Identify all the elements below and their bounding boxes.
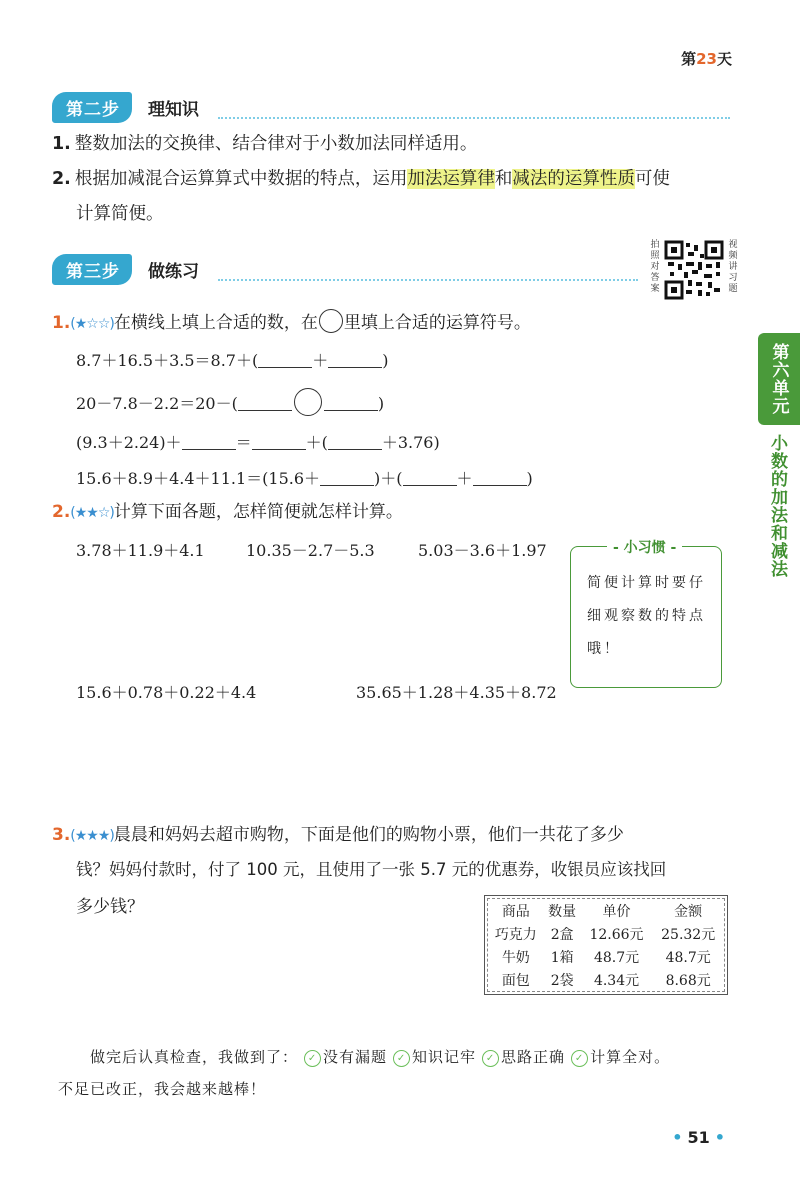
section2-point-2-cont: 计算简便。 xyxy=(76,204,164,224)
day-prefix: 第 xyxy=(681,50,697,68)
qr-code[interactable] xyxy=(664,240,724,300)
day-label xyxy=(681,48,732,69)
q2-expr-4: 15.6＋0.78＋0.22＋4.4 xyxy=(76,683,257,702)
point-2-text-c: 可使 xyxy=(634,169,670,189)
q3-number: 3. xyxy=(52,825,71,845)
q2-expr-3: 5.03－3.6＋1.97 xyxy=(418,541,547,560)
q1-text-a: 在横线上填上合适的数，在 xyxy=(113,313,318,333)
q3-prompt-line-2: 钱？妈妈付款时，付了 100 元，且使用了一张 5.7 元的优惠券，收银员应该找回 xyxy=(76,860,667,879)
receipt-header: 金额 xyxy=(674,903,703,920)
qr-code-icon xyxy=(664,240,724,300)
answer-blank[interactable] xyxy=(324,396,378,411)
point-2-number: 2. xyxy=(52,169,71,189)
answer-blank[interactable] xyxy=(258,353,312,368)
check-icon[interactable]: ✓ xyxy=(393,1050,410,1067)
answer-blank[interactable] xyxy=(320,471,374,486)
q1-difficulty-stars: (★☆☆) xyxy=(70,316,114,332)
highlight-addition-laws: 加法运算律 xyxy=(407,169,495,189)
day-suffix: 天 xyxy=(716,50,732,68)
receipt-header: 数量 xyxy=(548,903,577,920)
point-1-text: 整数加法的交换律、结合律对于小数加法同样适用。 xyxy=(74,134,478,154)
answer-blank[interactable] xyxy=(238,396,292,411)
page-number xyxy=(667,1128,730,1147)
section3-divider xyxy=(218,279,638,281)
q3-text-1: 晨晨和妈妈去超市购物，下面是他们的购物小票，他们一共花了多少 xyxy=(113,825,624,845)
answer-blank[interactable] xyxy=(473,471,527,486)
table-row: 巧克力 2盒 12.66元 25.32元 xyxy=(494,926,716,943)
point-2-text-a: 根据加减混合运算算式中数据的特点，运用 xyxy=(74,169,408,189)
q1-line-3: (9.3＋2.24)＋ ＝ ＋( ＋3.76) xyxy=(76,433,440,452)
receipt-table xyxy=(488,899,724,991)
answer-blank[interactable] xyxy=(403,471,457,486)
day-number: 23 xyxy=(696,50,717,68)
answer-blank[interactable] xyxy=(252,435,306,450)
point-2-text-b: 和 xyxy=(494,169,513,189)
section2-badge: 第二步 xyxy=(52,92,132,123)
section2-point-1 xyxy=(52,127,477,161)
q1-line-2: 20－7.8－2.2＝20－( ) xyxy=(76,388,384,416)
unit-title: 小数的加法和减法 xyxy=(767,434,787,578)
unit-tab[interactable]: 第六单元 xyxy=(758,333,800,425)
q3-prompt-line-3: 多少钱？ xyxy=(76,897,144,917)
check-icon[interactable]: ✓ xyxy=(482,1050,499,1067)
habit-tip-box xyxy=(570,540,722,688)
q1-number: 1. xyxy=(52,313,71,333)
answer-blank[interactable] xyxy=(182,435,236,450)
habit-tip-title: - 小习惯 - xyxy=(607,537,682,557)
q2-expr-1: 3.78＋11.9＋4.1 xyxy=(76,541,205,560)
answer-blank[interactable] xyxy=(328,435,382,450)
section2-point-2 xyxy=(52,162,670,196)
q3-difficulty-stars: (★★★) xyxy=(70,828,114,844)
check-icon[interactable]: ✓ xyxy=(571,1050,588,1067)
circle-icon xyxy=(319,309,343,333)
table-row: 面包 2袋 4.34元 8.68元 xyxy=(501,972,711,989)
q2-expr-5: 35.65＋1.28＋4.35＋8.72 xyxy=(356,683,557,702)
highlight-subtraction-properties: 减法的运算性质 xyxy=(512,169,635,189)
habit-tip-body: 简便计算时要仔细观察数的特点哦！ xyxy=(587,575,706,657)
q2-text: 计算下面各题，怎样简便就怎样计算。 xyxy=(113,502,403,522)
qr-caption-left: 拍 照 对 答 案 xyxy=(650,240,660,294)
receipt-header-row xyxy=(488,899,724,922)
shopping-receipt xyxy=(484,895,728,995)
qr-caption-right: 视 频 讲 习 题 xyxy=(728,240,738,294)
q3-prompt-line-1 xyxy=(52,820,624,845)
section3-title: 做练习 xyxy=(148,262,199,282)
self-check-line: 做完后认真检查，我做到了： ✓ 没有漏题 ✓ 知识记牢 ✓ 思路正确 ✓ 计算全对。 xyxy=(90,1048,671,1066)
operator-circle[interactable] xyxy=(294,388,322,416)
section2-divider xyxy=(218,117,730,119)
q2-number: 2. xyxy=(52,502,71,522)
page-number-value: 51 xyxy=(687,1128,710,1147)
table-row: 牛奶 1箱 48.7元 48.7元 xyxy=(501,949,711,966)
q1-prompt xyxy=(52,308,531,333)
dot-icon: • xyxy=(672,1128,683,1147)
section3-badge: 第三步 xyxy=(52,254,132,285)
dot-icon: • xyxy=(714,1128,725,1147)
self-check-intro: 做完后认真检查，我做到了： xyxy=(90,1048,299,1066)
q2-prompt xyxy=(52,497,403,522)
q1-text-b: 里填上合适的运算符号。 xyxy=(343,313,531,333)
check-icon[interactable]: ✓ xyxy=(304,1050,321,1067)
self-check-line-2: 不足已改正，我会越来越棒！ xyxy=(58,1080,267,1098)
q2-difficulty-stars: (★★☆) xyxy=(70,505,114,521)
receipt-header: 商品 xyxy=(501,903,530,920)
answer-blank[interactable] xyxy=(328,353,382,368)
section2-title: 理知识 xyxy=(148,100,199,120)
q2-expr-2: 10.35－2.7－5.3 xyxy=(246,541,375,560)
receipt-header: 单价 xyxy=(602,903,631,920)
point-1-number: 1. xyxy=(52,134,71,154)
q1-line-4: 15.6＋8.9＋4.4＋11.1＝(15.6＋ )＋( ＋ ) xyxy=(76,469,533,488)
q1-line-1: 8.7＋16.5＋3.5＝8.7＋( ＋ ) xyxy=(76,351,389,370)
